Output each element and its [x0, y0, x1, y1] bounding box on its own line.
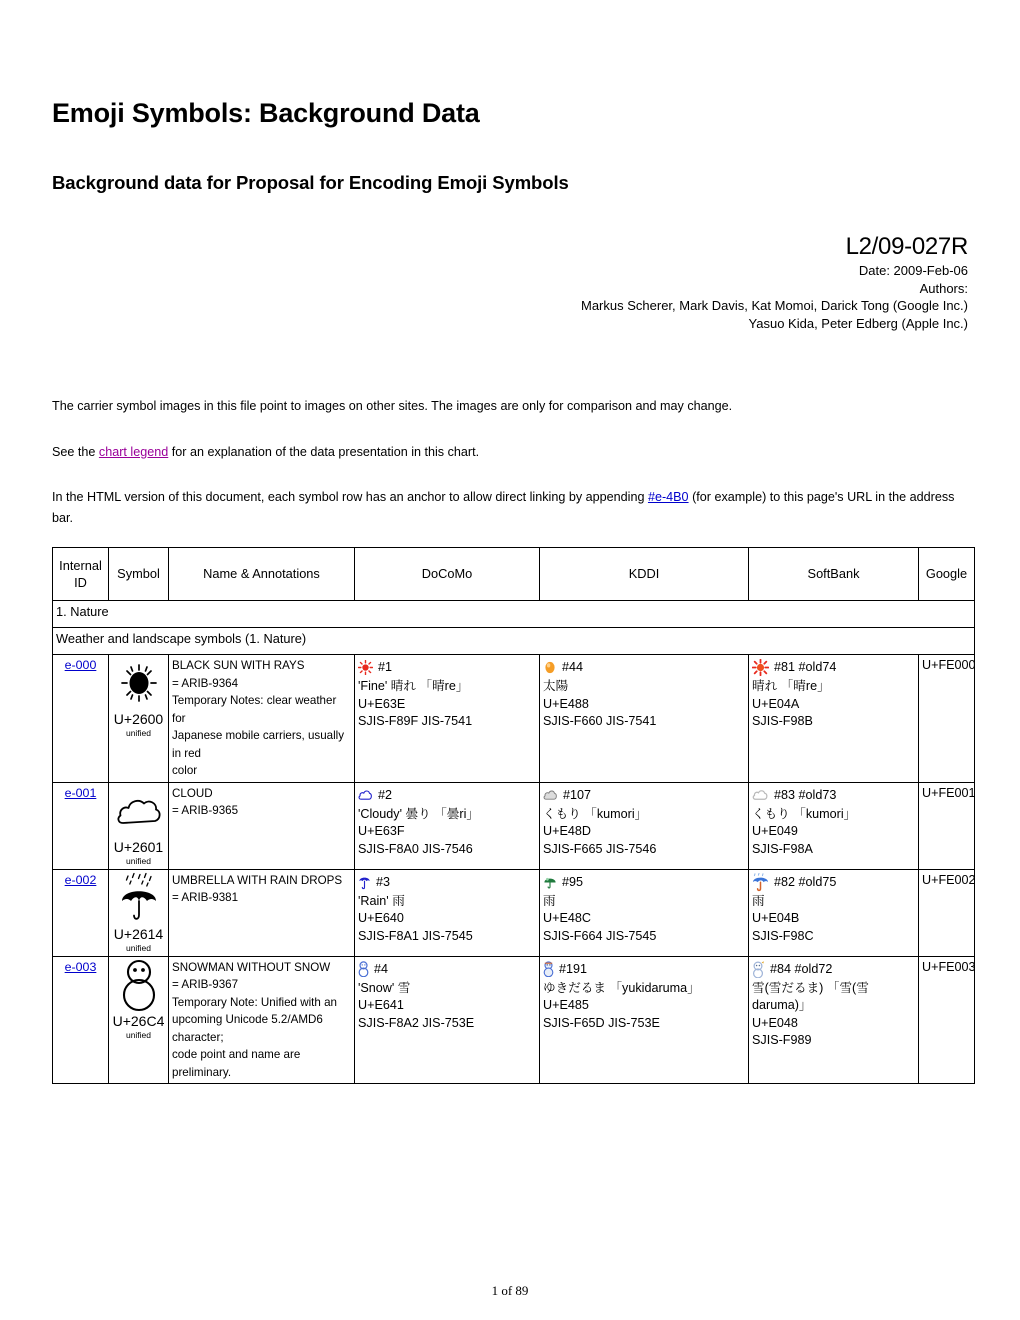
- softbank-number: #81 #old74: [774, 660, 837, 674]
- kddi-symbol-header: [543, 657, 745, 678]
- docomo-line: SJIS-F8A1 JIS-7545: [358, 928, 473, 943]
- name-annotations-cell: [169, 956, 355, 1084]
- docomo-umbrella-icon: [358, 875, 371, 890]
- emoji-chart-table: [52, 547, 975, 1084]
- symbol-cell: [109, 956, 169, 1084]
- table-row: [53, 869, 975, 956]
- intro-paragraph-1: The carrier symbol images in this file point to images on other sites. The images are only for comparison and may change.: [52, 398, 733, 413]
- name-line: = ARIB-9367: [172, 978, 239, 991]
- softbank-line: 晴れ 「晴re」: [752, 679, 830, 693]
- name-line: = ARIB-9364: [172, 676, 239, 690]
- anchor-example-link[interactable]: #e-4B0: [647, 489, 689, 504]
- symbol-cell: [109, 782, 169, 869]
- document-number: L2/09-027R: [845, 233, 968, 260]
- authors-line-1: Markus Scherer, Mark Davis, Kat Momoi, Darick Tong (Google Inc.): [581, 298, 968, 313]
- codepoint-label: U+2600: [113, 711, 164, 727]
- name-line: Japanese mobile carriers, usually in red: [172, 729, 345, 760]
- codepoint-label: U+26C4: [112, 1012, 165, 1029]
- softbank-line: 雨: [752, 893, 765, 908]
- document-date: Date: 2009-Feb-06: [858, 263, 968, 278]
- column-header-docomo: DoCoMo: [355, 548, 540, 601]
- docomo-number: #3: [376, 874, 391, 889]
- kddi-number: #95: [562, 874, 584, 889]
- unified-note: unified: [125, 942, 152, 953]
- softbank-line: U+E048: [752, 1015, 798, 1030]
- kddi-umbrella-icon: [543, 875, 557, 889]
- kddi-line: 雨: [543, 893, 556, 908]
- section-heading-nature: 1. Nature: [53, 601, 975, 628]
- sub-heading-weather-landscape: Weather and landscape symbols (1. Nature): [53, 628, 975, 655]
- column-header-google: Google: [919, 548, 975, 601]
- softbank-umbrella-icon: [752, 873, 769, 892]
- docomo-snowman-icon: [358, 961, 369, 977]
- name-annotations-cell: [169, 655, 355, 783]
- docomo-line: SJIS-F8A0 JIS-7546: [358, 841, 473, 856]
- docomo-line: 'Cloudy' 曇り 「曇ri」: [358, 806, 479, 821]
- column-header-kddi: KDDI: [540, 548, 749, 601]
- docomo-symbol-header: [358, 785, 536, 806]
- paragraph-2-text-before: See the: [52, 444, 99, 459]
- symbol-cell: [109, 869, 169, 956]
- unified-note: unified: [125, 855, 152, 866]
- docomo-line: U+E63F: [358, 824, 405, 838]
- codepoint-label: U+2614: [113, 925, 164, 942]
- kddi-cell: [540, 655, 749, 783]
- kddi-symbol-header: [543, 785, 745, 806]
- internal-id-link[interactable]: e-003: [64, 959, 97, 974]
- kddi-line: SJIS-F65D JIS-753E: [543, 1015, 660, 1030]
- docomo-cloud-icon: [358, 789, 373, 801]
- name-line: CLOUD: [172, 786, 213, 800]
- name-annotations-cell: [169, 782, 355, 869]
- docomo-line: U+E63E: [358, 696, 406, 711]
- docomo-symbol-header: [358, 959, 536, 980]
- docomo-line: U+E640: [358, 911, 404, 925]
- docomo-cell: [355, 869, 540, 956]
- softbank-symbol-header: [752, 872, 915, 893]
- page-footer: 1 of 89: [491, 1283, 529, 1298]
- softbank-symbol-header: [752, 959, 915, 980]
- kddi-line: 太陽: [543, 679, 569, 693]
- table-header-row: [53, 548, 975, 601]
- kddi-cell: [540, 782, 749, 869]
- kddi-line: SJIS-F665 JIS-7546: [543, 841, 657, 856]
- kddi-cell: [540, 869, 749, 956]
- softbank-line: SJIS-F98C: [752, 928, 814, 943]
- table-row: [53, 782, 975, 869]
- authors-line-2: Yasuo Kida, Peter Edberg (Apple Inc.): [748, 315, 968, 331]
- name-line: = ARIB-9381: [172, 891, 239, 904]
- softbank-line: 雪(雪だるま) 「雪(雪: [752, 980, 869, 995]
- softbank-line: U+E049: [752, 824, 798, 838]
- softbank-line: SJIS-F98B: [752, 714, 813, 728]
- docomo-sun-icon: [358, 660, 373, 675]
- page-title: Emoji Symbols: Background Data: [52, 98, 480, 128]
- table-row: [53, 655, 975, 783]
- internal-id-cell: [53, 869, 109, 956]
- internal-id-cell: [53, 655, 109, 783]
- name-line: UMBRELLA WITH RAIN DROPS: [172, 873, 343, 887]
- emoji-chart-container: [52, 547, 974, 1084]
- softbank-cell: [749, 655, 919, 783]
- docomo-line: 'Fine' 晴れ 「晴re」: [358, 679, 469, 693]
- google-cell: U+FE002: [919, 869, 975, 956]
- name-line: code point and name are preliminary.: [172, 1048, 301, 1079]
- intro-paragraph-2: [52, 442, 968, 463]
- umbrella-with-rain-drops-icon: [112, 872, 165, 924]
- intro-paragraph-3: [52, 487, 968, 529]
- column-header-internal-id: Internal ID: [53, 548, 109, 601]
- table-row: [53, 956, 975, 1084]
- softbank-cloud-icon: [752, 789, 769, 801]
- kddi-line: SJIS-F660 JIS-7541: [543, 714, 657, 728]
- kddi-line: U+E48C: [543, 911, 591, 925]
- name-line: SNOWMAN WITHOUT SNOW: [172, 960, 331, 974]
- kddi-snowman-icon: [543, 961, 554, 977]
- black-sun-with-rays-icon: [112, 657, 165, 709]
- softbank-line: くもり 「kumori」: [752, 806, 857, 821]
- kddi-line: くもり 「kumori」: [543, 806, 648, 821]
- docomo-cell: [355, 956, 540, 1084]
- kddi-line: U+E488: [543, 696, 589, 711]
- cloud-icon: [112, 785, 165, 837]
- name-line: upcoming Unicode 5.2/AMD6 character;: [172, 1013, 323, 1044]
- internal-id-link[interactable]: e-001: [64, 785, 97, 800]
- kddi-cell: [540, 956, 749, 1084]
- paragraph-3-text-after: (for example) to this page's URL in the address bar.: [52, 489, 955, 525]
- google-cell: U+FE000: [919, 655, 975, 783]
- docomo-symbol-header: [358, 657, 536, 678]
- internal-id-link[interactable]: e-000: [64, 658, 97, 672]
- chart-legend-link[interactable]: chart legend: [98, 444, 169, 459]
- kddi-symbol-header: [543, 959, 745, 980]
- docomo-cell: [355, 782, 540, 869]
- kddi-cloud-icon: [543, 789, 558, 801]
- kddi-line: SJIS-F664 JIS-7545: [543, 928, 657, 943]
- kddi-line: ゆきだるま 「yukidaruma」: [543, 980, 700, 995]
- docomo-line: U+E641: [358, 998, 404, 1012]
- internal-id-link[interactable]: e-002: [64, 872, 97, 887]
- kddi-sun-icon: [543, 660, 557, 675]
- softbank-symbol-header: [752, 657, 915, 678]
- docomo-cell: [355, 655, 540, 783]
- softbank-line: SJIS-F989: [752, 1033, 812, 1047]
- google-cell: U+FE001: [919, 782, 975, 869]
- kddi-line: U+E48D: [543, 824, 591, 838]
- page-subtitle: Background data for Proposal for Encoding Emoji Symbols: [52, 172, 569, 193]
- softbank-cell: [749, 869, 919, 956]
- docomo-number: #1: [378, 660, 393, 674]
- docomo-line: 'Rain' 雨: [358, 893, 405, 908]
- column-header-symbol: Symbol: [109, 548, 169, 601]
- softbank-symbol-header: [752, 785, 915, 806]
- kddi-number: #107: [563, 787, 592, 802]
- sub-heading-row: [53, 628, 975, 655]
- snowman-without-snow-icon: [112, 959, 165, 1011]
- softbank-number: #84 #old72: [770, 961, 833, 976]
- docomo-line: SJIS-F89F JIS-7541: [358, 714, 473, 728]
- docomo-line: SJIS-F8A2 JIS-753E: [358, 1015, 475, 1030]
- column-header-softbank: SoftBank: [749, 548, 919, 601]
- section-heading-row: [53, 601, 975, 628]
- softbank-line: SJIS-F98A: [752, 841, 813, 856]
- unified-note: unified: [125, 1029, 152, 1040]
- kddi-symbol-header: [543, 872, 745, 893]
- google-cell: U+FE003: [919, 956, 975, 1084]
- softbank-line: U+E04B: [752, 911, 800, 925]
- authors-label: Authors:: [919, 280, 968, 296]
- symbol-cell: [109, 655, 169, 783]
- softbank-line: daruma)」: [752, 998, 812, 1012]
- internal-id-cell: [53, 956, 109, 1084]
- name-line: BLACK SUN WITH RAYS: [172, 659, 305, 672]
- softbank-cell: [749, 956, 919, 1084]
- name-annotations-cell: [169, 869, 355, 956]
- softbank-sun-icon: [752, 659, 769, 676]
- kddi-line: U+E485: [543, 998, 589, 1012]
- softbank-cell: [749, 782, 919, 869]
- internal-id-cell: [53, 782, 109, 869]
- document-meta: [52, 232, 968, 332]
- codepoint-label: U+2601: [113, 838, 164, 855]
- paragraph-3-text-before: In the HTML version of this document, each symbol row has an anchor to allow direct linking by appending: [52, 489, 648, 504]
- kddi-number: #44: [562, 660, 584, 674]
- column-header-name-annotations: Name & Annotations: [169, 548, 355, 601]
- name-line: Temporary Notes: clear weather for: [172, 694, 337, 725]
- docomo-line: 'Snow' 雪: [358, 980, 411, 995]
- softbank-number: #83 #old73: [774, 787, 837, 802]
- kddi-number: #191: [559, 961, 588, 976]
- softbank-number: #82 #old75: [774, 874, 837, 889]
- docomo-number: #2: [378, 787, 393, 802]
- name-line: color: [172, 764, 198, 777]
- name-line: Temporary Note: Unified with an: [172, 995, 337, 1009]
- softbank-snowman-icon: [752, 961, 765, 978]
- docomo-number: #4: [374, 961, 389, 976]
- name-line: = ARIB-9365: [172, 804, 239, 817]
- unified-note: unified: [125, 728, 152, 738]
- softbank-line: U+E04A: [752, 696, 800, 711]
- docomo-symbol-header: [358, 872, 536, 893]
- paragraph-2-text-after: for an explanation of the data presentation in this chart.: [168, 444, 480, 459]
